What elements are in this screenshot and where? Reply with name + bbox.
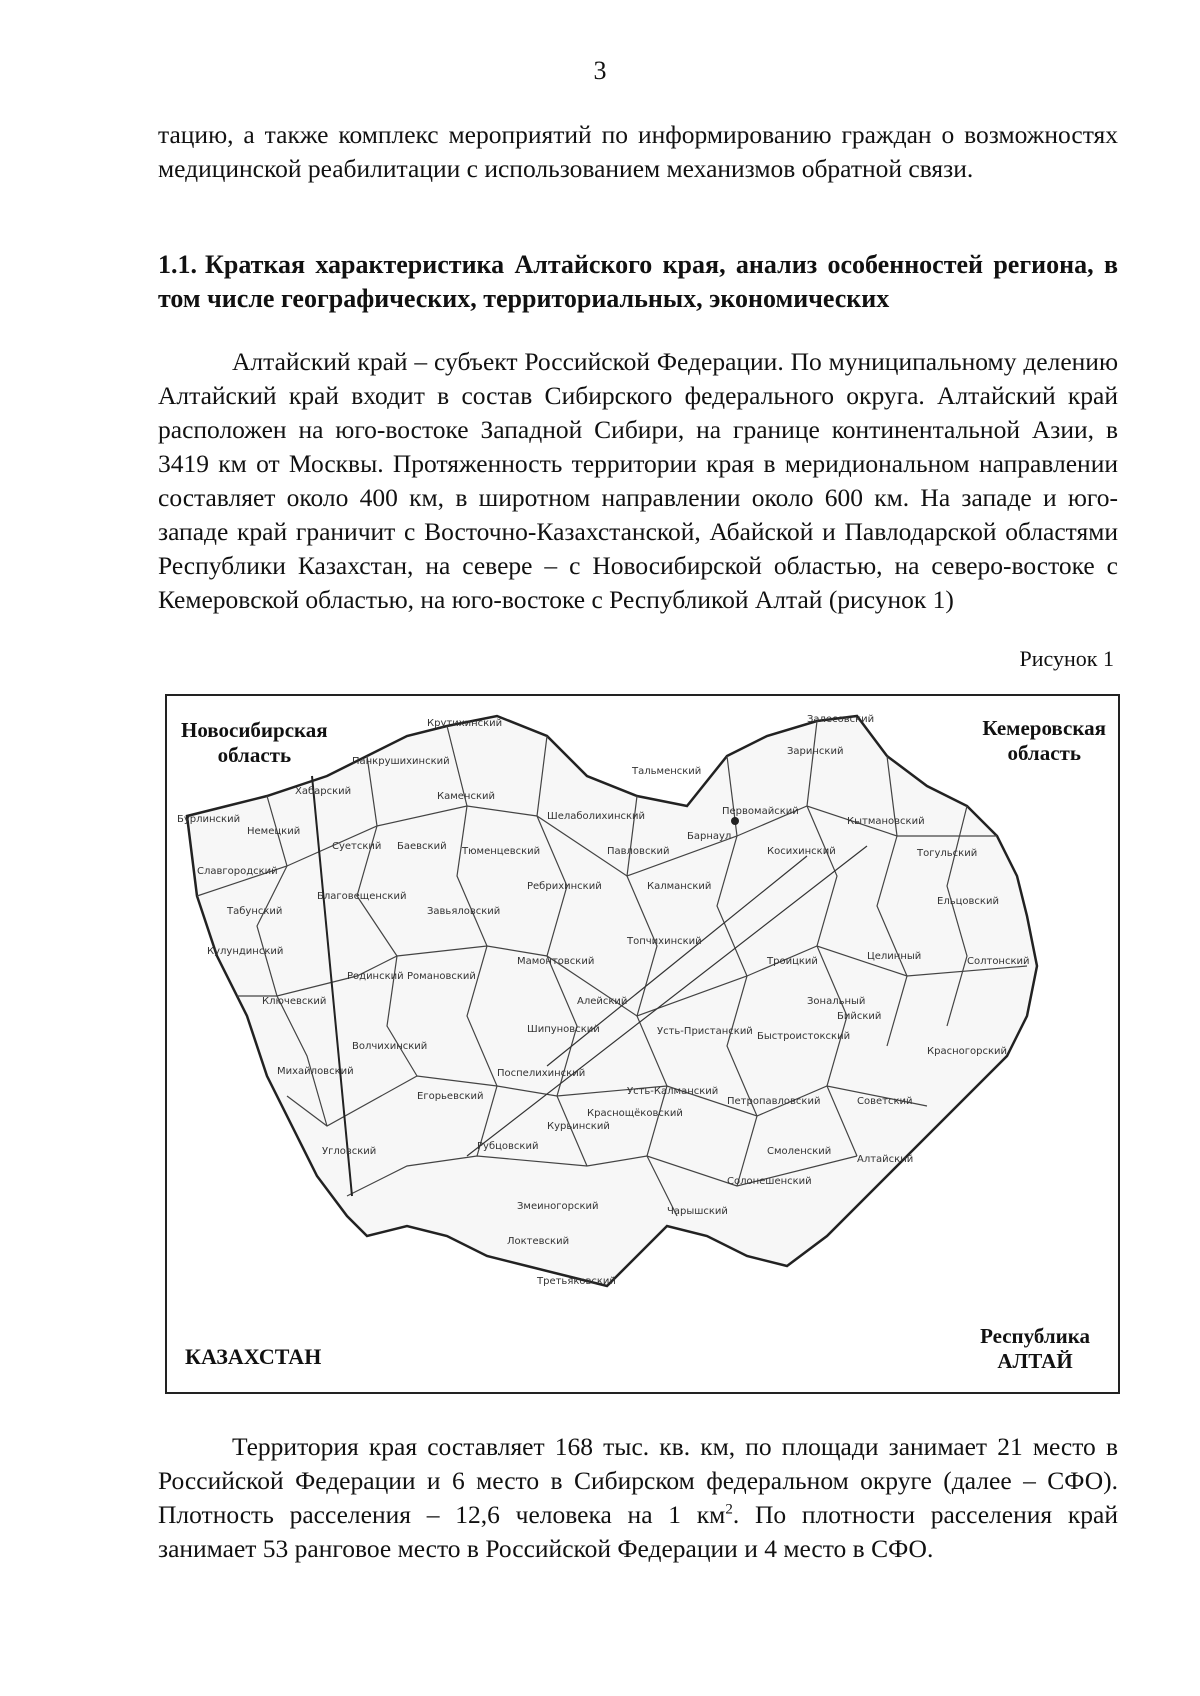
section-title: Краткая характеристика Алтайского края, анализ особенностей региона, в том числе географических, территориальных, экономических: [158, 250, 1118, 313]
section-number: 1.1.: [158, 250, 197, 279]
district-label: Кулундинский: [207, 946, 284, 957]
district-label: Алейский: [577, 996, 628, 1007]
district-label: Славгородский: [197, 866, 278, 877]
district-label: Рубцовский: [477, 1141, 539, 1152]
district-label: Тальменский: [632, 766, 702, 777]
district-label: Усть-Калманский: [627, 1086, 719, 1097]
district-label: Троицкий: [767, 956, 818, 967]
city-marker-barnaul: [731, 817, 739, 825]
label-altai-republic: Республика АЛТАЙ: [980, 1324, 1090, 1373]
district-label: Красногорский: [927, 1046, 1007, 1057]
district-label: Курьинский: [547, 1121, 610, 1132]
district-label: Баевский: [397, 841, 447, 852]
label-kemerovo: Кемеровская область: [982, 716, 1106, 765]
district-label: Немецкий: [247, 826, 301, 837]
district-label: Кытмановский: [847, 816, 925, 827]
intro-paragraph: тацию, а также комплекс мероприятий по информированию граждан о возможностях медицинской реабилитации с использованием механизмов обратной связи.: [158, 120, 1118, 183]
district-label: Шипуновский: [527, 1024, 600, 1035]
district-label: Романовский: [407, 971, 476, 982]
district-label: Табунский: [227, 906, 283, 917]
district-label: Хабарский: [295, 786, 352, 797]
section-heading: [158, 248, 1118, 316]
body-paragraph-1: Алтайский край – субъект Российской Федерации. По муниципальному делению Алтайский край входит в состав Сибирского федерального округа. Алтайский край расположен на юго-востоке Западной Сибири, на границе континентальной Азии, в 3419 км от Москвы. Протяженность территории края в меридиональном направлении составляет около 400 км, в широтном направлении около 600 км. На западе и юго-западе край граничит с Восточно-Казахстанской, Абайской и Павлодарской областями Республики Казахстан, на севере – с Новосибирской областью, на северо-востоке с Кемеровской областью, на юго-востоке с Республикой Алтай (рисунок 1): [158, 347, 1118, 614]
district-label: Завьяловский: [427, 906, 501, 917]
figure-map: [165, 694, 1120, 1394]
district-label: Бийский: [837, 1011, 882, 1022]
district-label: Смоленский: [767, 1146, 832, 1157]
district-label: Алтайский: [857, 1154, 914, 1165]
figure-caption: Рисунок 1: [1019, 646, 1114, 671]
district-label: Бурлинский: [177, 814, 241, 825]
district-label: Панкрушихинский: [352, 756, 450, 767]
district-label: Быстроистокский: [757, 1031, 851, 1042]
label-kazakhstan: КАЗАХСТАН: [185, 1344, 322, 1369]
district-label: Ключевский: [262, 996, 327, 1007]
district-label: Советский: [857, 1096, 913, 1107]
paragraph2-text-end: . По плотности расселения край занимает 53 ранговое место в Российской Федерации и 4 место в СФО.: [158, 1500, 1118, 1563]
map-graphic: [167, 696, 1118, 1392]
district-label: Первомайский: [722, 806, 799, 817]
district-label: Тюменцевский: [462, 846, 541, 857]
superscript: 2: [725, 1501, 733, 1518]
district-label: Змеиногорский: [517, 1201, 599, 1212]
district-label: Волчихинский: [352, 1041, 428, 1052]
district-label: Егорьевский: [417, 1091, 484, 1102]
district-label: Локтевский: [507, 1236, 570, 1247]
district-label: Барнаул: [687, 831, 732, 842]
district-label: Суетский: [332, 841, 382, 852]
district-label: Заринский: [787, 746, 844, 757]
district-label: Краснощёковский: [587, 1108, 683, 1119]
district-label: Третьяковский: [537, 1276, 616, 1287]
paragraph2-text: Территория края составляет 168 тыс. кв. км, по площади занимает 21 место в Российской Федерации и 6 место в Сибирском федеральном округе (далее – СФО). Плотность расселения – 12,6 человека на 1 км: [158, 1432, 1118, 1529]
district-label: Родинский: [347, 971, 404, 982]
label-novosibirsk: Новосибирская область: [181, 718, 328, 767]
body-paragraph-2: [158, 1430, 1118, 1566]
district-label: Зональный: [807, 996, 866, 1007]
district-label: Топчихинский: [627, 936, 702, 947]
district-label: Косихинский: [767, 846, 836, 857]
district-label: Шелаболихинский: [547, 811, 646, 822]
district-label: Усть-Пристанский: [657, 1026, 753, 1037]
district-label: Петропавловский: [727, 1096, 821, 1107]
district-label: Ельцовский: [937, 896, 999, 907]
district-label: Залесовский: [807, 714, 875, 725]
district-label: Благовещенский: [317, 891, 407, 902]
district-label: Тогульский: [917, 848, 978, 859]
district-label: Мамонтовский: [517, 956, 595, 967]
district-label: Угловский: [322, 1146, 377, 1157]
district-label: Солонешенский: [727, 1176, 812, 1187]
district-label: Поспелихинский: [497, 1068, 586, 1079]
district-label: Павловский: [607, 846, 670, 857]
district-label: Калманский: [647, 881, 712, 892]
district-label: Ребрихинский: [527, 881, 602, 892]
district-label: Каменский: [437, 791, 495, 802]
district-label: Михайловский: [277, 1066, 354, 1077]
page-number: 3: [593, 56, 607, 85]
district-label: Чарышский: [667, 1206, 728, 1217]
district-label: Целинный: [867, 951, 922, 962]
district-label: Солтонский: [967, 956, 1030, 967]
district-label: Крутихинский: [427, 718, 503, 729]
